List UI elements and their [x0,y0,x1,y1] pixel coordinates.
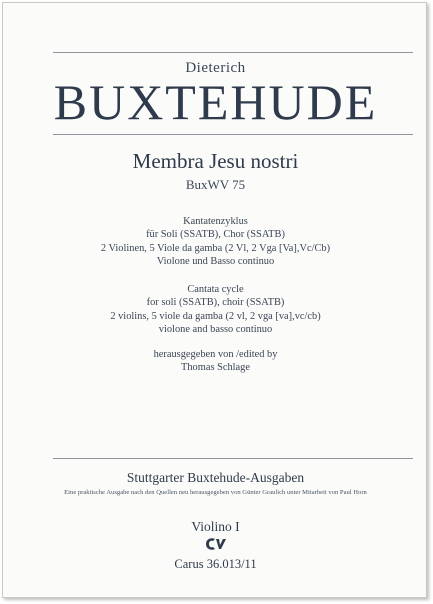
description-en-line: 2 violins, 5 viole da gamba (2 vl, 2 vga [va],vc/cb) [110,310,321,322]
editor-credit [3,348,428,375]
description-en-line: Cantata cycle [187,284,244,295]
composer-last-name: BUXTEHUDE [53,74,378,130]
description-en-line: violone and basso continuo [158,324,273,336]
description-english [3,283,428,337]
series-rule [53,458,413,459]
description-de-line: 2 Violinen, 5 Viole da gamba (2 Vl, 2 Vga [Va],Vc/Cb) [100,242,331,254]
catalogue-number: BuxWV 75 [185,177,246,192]
editor-name: Thomas Schlage [181,362,250,374]
carus-logo-icon [204,536,228,552]
description-de-line: Kantatenzyklus [183,216,248,227]
series-subtitle: Eine praktische Ausgabe nach den Quellen neu herausgegeben von Günter Graulich unter Mitarbeit von Paul Horn [64,489,367,496]
header-rule [53,134,413,135]
score-cover-page [2,2,427,598]
work-title: Membra Jesu nostri [132,149,299,173]
composer-first-name: Dieterich [185,60,246,76]
top-rule [53,52,413,53]
description-german [3,215,428,269]
editor-label: herausgegeben von /edited by [153,349,278,360]
catalog-number: Carus 36.013/11 [174,557,257,571]
description-en-line: for soli (SSATB), choir (SSATB) [146,297,285,309]
series-title: Stuttgarter Buxtehude-Ausgaben [126,470,305,485]
description-de-line: Violone und Basso continuo [156,256,275,268]
description-de-line: für Soli (SSATB), Chor (SSATB) [146,229,285,241]
part-name: Violino I [191,519,240,534]
